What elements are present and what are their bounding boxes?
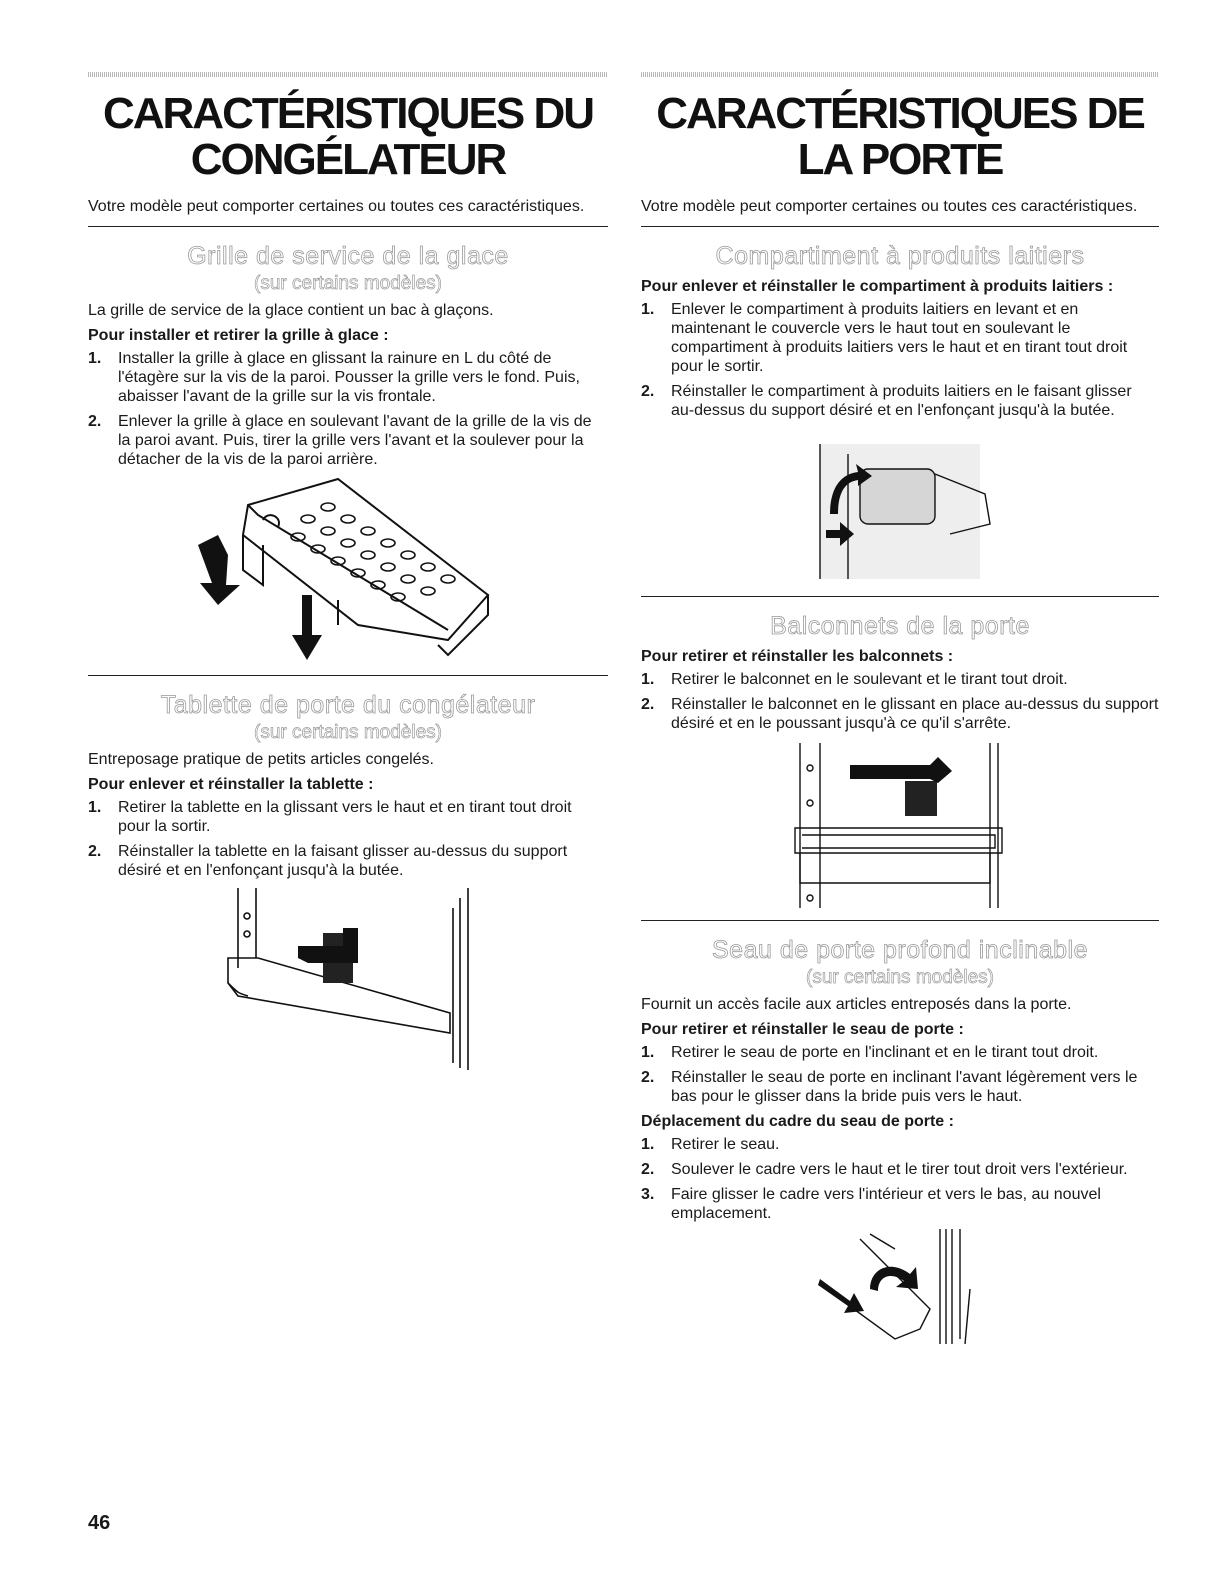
left-arrow-icon	[850, 757, 952, 783]
section-title: Grille de service de la glace	[187, 242, 509, 270]
step-item: 3. Faire glisser le cadre vers l'intérieur et vers le bas, au nouvel emplacement.	[641, 1186, 1101, 1222]
section-divider	[88, 675, 608, 676]
section-text: Entreposage pratique de petits articles congelés.	[88, 751, 434, 768]
section-title: Tablette de porte du congélateur	[160, 691, 536, 719]
section-freezer-shelf	[88, 690, 608, 1078]
section-dairy	[641, 241, 1159, 584]
header-rule	[641, 72, 1159, 77]
title-line-2: CONGÉLATEUR	[190, 135, 506, 184]
step-list	[641, 300, 1159, 420]
step-item: 1. Retirer la tablette en la glissant vers le haut et en tirant tout droit pour la sortir.	[88, 799, 572, 835]
step-list-2	[641, 1135, 1159, 1223]
section-text: Fournit un accès facile aux articles entreposés dans la porte.	[641, 996, 1072, 1013]
page-title-door	[641, 91, 1159, 183]
section-title: Seau de porte profond inclinable	[712, 936, 1088, 964]
section-title: Compartiment à produits laitiers	[715, 242, 1085, 270]
page-number: 46	[88, 1512, 111, 1534]
door-bucket-illustration	[800, 1229, 1000, 1349]
left-column	[88, 72, 608, 1078]
step-list	[88, 798, 608, 880]
ice-grid-illustration	[188, 475, 508, 665]
door-bin-illustration	[780, 743, 1020, 908]
title-line-2: LA PORTE	[797, 135, 1003, 184]
section-divider	[641, 596, 1159, 597]
step-list	[641, 670, 1159, 733]
step-item: 2. Réinstaller le seau de porte en inclinant l'avant légèrement vers le bas pour le glisser dans la bride puis vers le haut.	[641, 1069, 1138, 1105]
instruction-heading: Pour retirer et réinstaller le seau de porte :	[641, 1021, 964, 1038]
curved-arrow-icon	[870, 1267, 918, 1291]
section-subtitle: (sur certains modèles)	[254, 273, 442, 294]
section-divider	[88, 226, 608, 227]
instruction-heading: Pour retirer et réinstaller les balconnets :	[641, 648, 954, 665]
section-divider	[641, 226, 1159, 227]
section-subtitle: (sur certains modèles)	[806, 967, 994, 988]
section-divider	[641, 920, 1159, 921]
step-item: 1. Installer la grille à glace en glissant la rainure en L du côté de l'étagère sur la vis de la paroi. Pousser la grille vers le fond. Puis, abaisser l'avant de la grille sur la vis frontale.	[88, 350, 580, 405]
diagonal-arrow-icon	[818, 1279, 864, 1313]
freezer-shelf-illustration	[198, 888, 498, 1078]
section-subtitle: (sur certains modèles)	[254, 722, 442, 743]
right-column	[641, 72, 1159, 1349]
title-line-1: CARACTÉRISTIQUES DU	[102, 89, 594, 138]
step-item: 1. Retirer le balconnet en le soulevant et le tirant tout droit.	[641, 671, 1068, 688]
step-item: 2. Soulever le cadre vers le haut et le tirer tout droit vers l'extérieur.	[641, 1161, 1128, 1178]
step-list	[88, 349, 608, 469]
instruction-heading: Pour installer et retirer la grille à glace :	[88, 327, 389, 344]
section-door-bins	[641, 611, 1159, 908]
instruction-heading: Pour enlever et réinstaller la tablette :	[88, 776, 374, 793]
step-item: 2. Réinstaller la tablette en la faisant glisser au-dessus du support désiré et en l'enfonçant jusqu'à la butée.	[88, 843, 568, 879]
instruction-heading: Pour enlever et réinstaller le compartiment à produits laitiers :	[641, 278, 1114, 295]
step-list	[641, 1043, 1159, 1106]
title-line-1: CARACTÉRISTIQUES DE	[656, 89, 1144, 138]
header-rule	[88, 72, 608, 77]
step-item: 1. Retirer le seau.	[641, 1136, 780, 1153]
dairy-compartment-illustration	[800, 434, 1000, 584]
section-door-bucket	[641, 935, 1159, 1349]
step-item: 1. Retirer le seau de porte en l'inclinant et en le tirant tout droit.	[641, 1044, 1099, 1061]
section-ice-grid	[88, 241, 608, 665]
intro-text: Votre modèle peut comporter certaines ou toutes ces caractéristiques.	[641, 198, 1138, 215]
down-left-arrow-icon	[198, 535, 240, 605]
instruction-heading-2: Déplacement du cadre du seau de porte :	[641, 1113, 954, 1130]
step-item: 2. Réinstaller le balconnet en le glissant en place au-dessus du support désiré et en le poussant jusqu'à ce qu'il s'arrête.	[641, 696, 1159, 732]
section-title: Balconnets de la porte	[770, 612, 1030, 640]
step-item: 2. Enlever la grille à glace en soulevant l'avant de la grille de la vis de la paroi avant. Puis, tirer la grille vers l'avant et la soulever pour la détacher de la vis de la paroi arrière.	[88, 413, 592, 468]
intro-text: Votre modèle peut comporter certaines ou toutes ces caractéristiques.	[88, 198, 585, 215]
section-text: La grille de service de la glace contient un bac à glaçons.	[88, 302, 494, 319]
step-item: 2. Réinstaller le compartiment à produits laitiers en le faisant glisser au-dessus du support désiré et en l'enfonçant jusqu'à la butée.	[641, 383, 1132, 419]
down-arrow-icon	[292, 595, 322, 660]
step-item: 1. Enlever le compartiment à produits laitiers en levant et en maintenant le couvercle vers le haut tout en soulevant le compartiment à produits laitiers vers le haut et en tirant tout droit pour le sortir.	[641, 301, 1128, 375]
page-title-freezer	[88, 91, 608, 183]
